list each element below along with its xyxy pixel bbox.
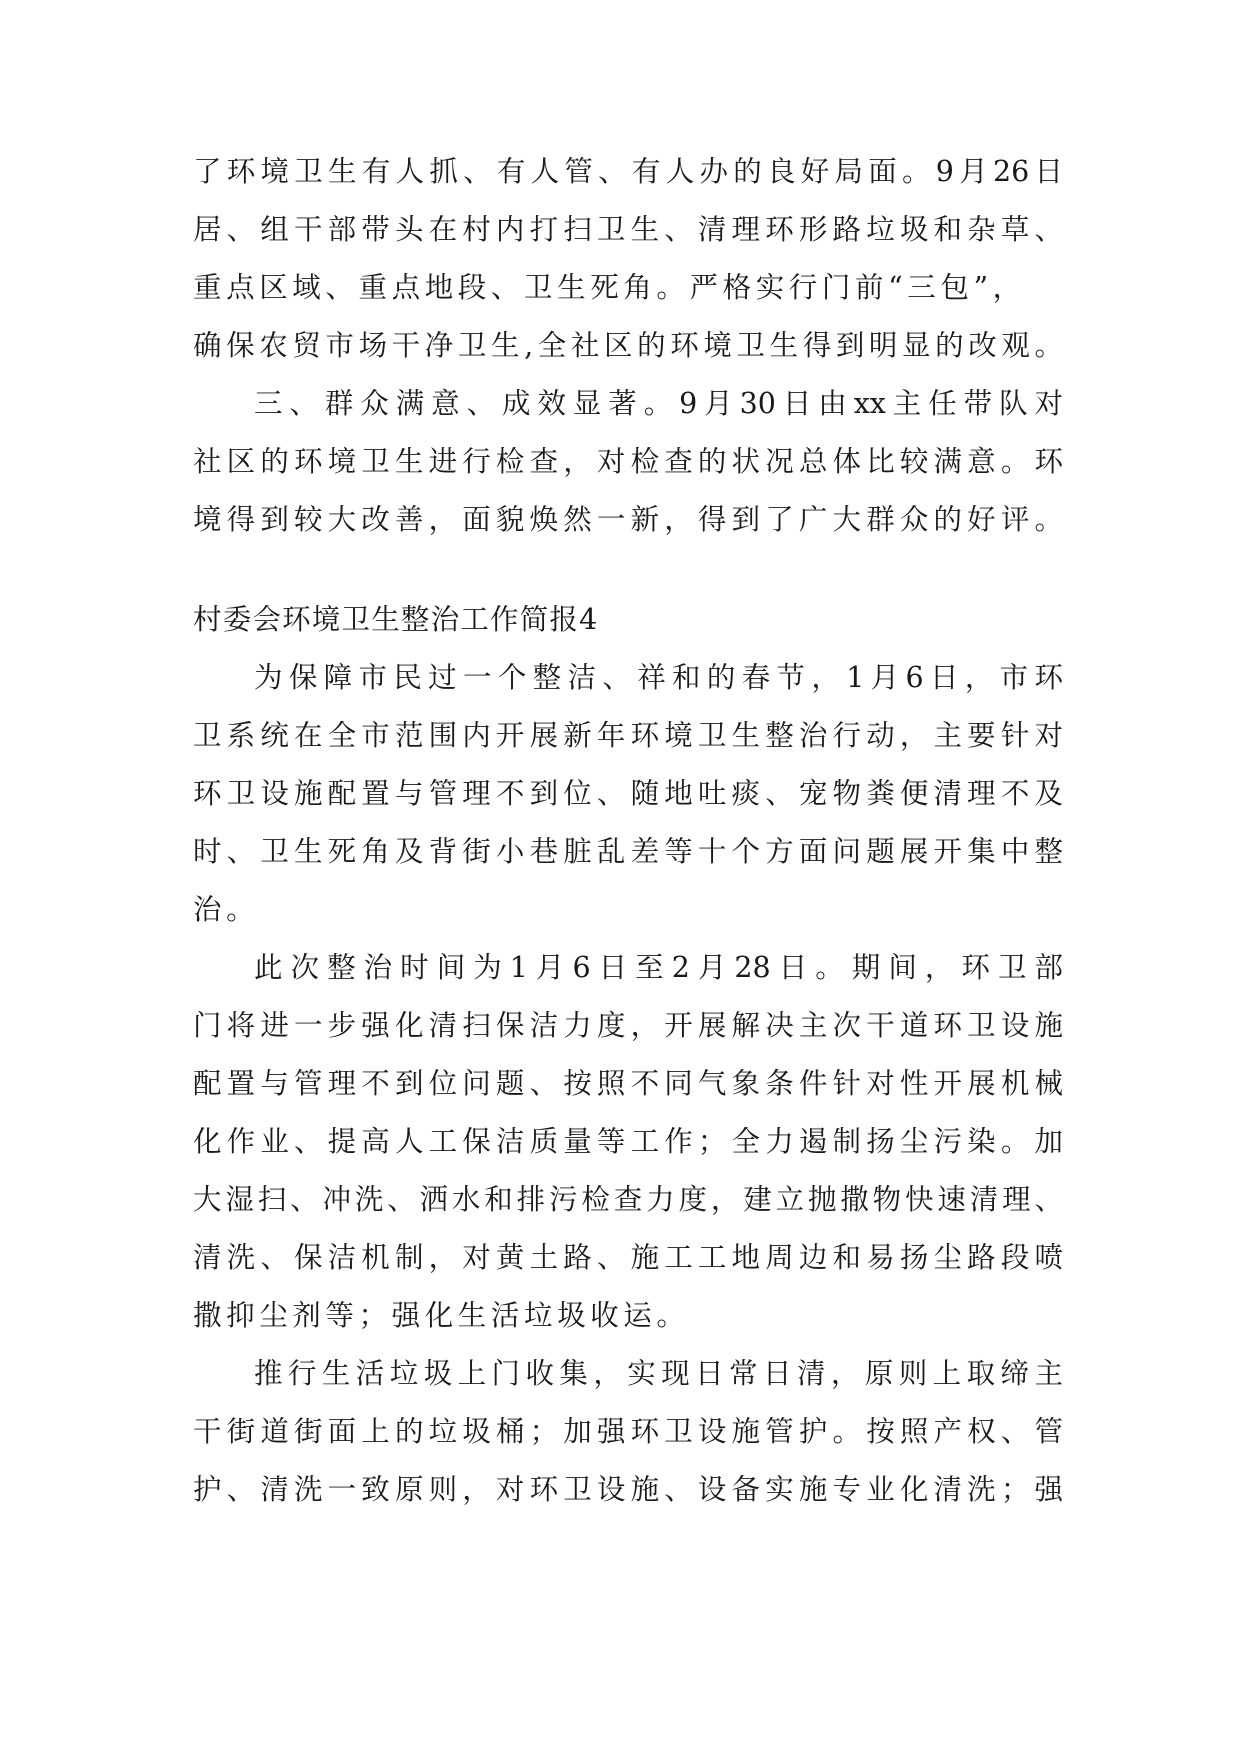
text-line: 门将进一步强化清扫保洁力度，开展解决主次干道环卫设施 xyxy=(193,1009,1063,1042)
text-line: 清洗、保洁机制，对黄土路、施工工地周边和易扬尘路段喷 xyxy=(193,1241,1063,1274)
text-line: 环卫设施配置与管理不到位、随地吐痰、宠物粪便清理不及 xyxy=(193,777,1063,810)
text-line: 治。 xyxy=(193,893,260,926)
text-line: 干街道街面上的垃圾桶；加强环卫设施管护。按照产权、管 xyxy=(193,1415,1063,1448)
section-heading: 村委会环境卫生整治工作简报4 xyxy=(193,603,599,636)
text-line: 推行生活垃圾上门收集，实现日常日清，原则上取缔主 xyxy=(254,1357,1063,1390)
text-line: 境得到较大改善，面貌焕然一新，得到了广大群众的好评。 xyxy=(193,503,1063,536)
text-line: 重点区域、重点地段、卫生死角。严格实行门前“三包”， xyxy=(193,271,1026,304)
text-line: 此次整治时间为1月6日至2月28日。期间，环卫部 xyxy=(254,951,1063,984)
text-line: 了环境卫生有人抓、有人管、有人办的良好局面。9月26日 xyxy=(193,155,1063,188)
text-line: 社区的环境卫生进行检查，对检查的状况总体比较满意。环 xyxy=(193,445,1063,478)
text-line: 卫系统在全市范围内开展新年环境卫生整治行动，主要针对 xyxy=(193,719,1063,752)
text-line: 大湿扫、冲洗、洒水和排污检查力度，建立抛撒物快速清理、 xyxy=(193,1183,1063,1216)
text-line: 配置与管理不到位问题、按照不同气象条件针对性开展机械 xyxy=(193,1067,1063,1100)
text-line: 为保障市民过一个整洁、祥和的春节，1月6日，市环 xyxy=(254,661,1063,694)
text-line: 居、组干部带头在村内打扫卫生、清理环形路垃圾和杂草、 xyxy=(193,213,1063,246)
text-line: 确保农贸市场干净卫生,全社区的环境卫生得到明显的改观。 xyxy=(193,329,1063,362)
text-line: 护、清洗一致原则，对环卫设施、设备实施专业化清洗；强 xyxy=(193,1473,1063,1506)
text-line: 撒抑尘剂等；强化生活垃圾收运。 xyxy=(193,1299,690,1332)
text-line: 时、卫生死角及背街小巷脏乱差等十个方面问题展开集中整 xyxy=(193,835,1063,868)
text-line: 三、群众满意、成效显著。9月30日由xx主任带队对 xyxy=(254,387,1063,420)
text-line: 化作业、提高人工保洁质量等工作；全力遏制扬尘污染。加 xyxy=(193,1125,1063,1158)
